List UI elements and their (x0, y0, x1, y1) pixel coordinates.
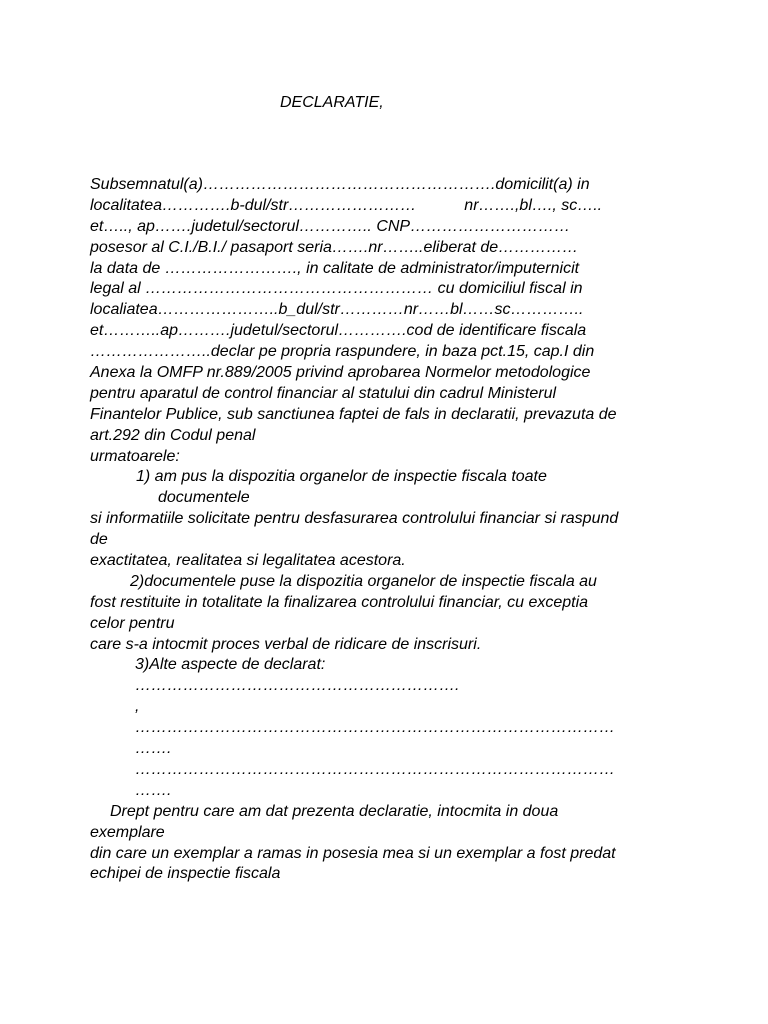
document-title: DECLARATIE, (280, 94, 384, 111)
text-line: fost restituite in totalitate la finalizarea controlului financiar, cu exceptia (90, 593, 589, 611)
text-segment: nr…….,bl…., sc….. (464, 196, 603, 214)
text-line: posesor al C.I./B.I./ pasaport seria…….nr……..eliberat de…………… (90, 238, 579, 256)
text-line: exemplare (90, 823, 165, 841)
text-line: si informatiile solicitate pentru desfasurarea controlului financiar si raspund (90, 510, 619, 528)
text-line: din care un exemplar a ramas in posesia mea si un exemplar a fost predat (90, 844, 616, 862)
text-line: urmatoarele: (90, 447, 180, 465)
dotted-fill-line: ……………………………………………………. (135, 677, 460, 695)
text-line: de (90, 531, 108, 549)
list-item-1-continuation: documentele (158, 489, 250, 507)
text-segment: localitatea………….b-dul/str…………………… (90, 196, 417, 214)
text-line: echipei de inspectie fiscala (90, 865, 281, 883)
dotted-fill-line: ……………………………………………………………………………… (135, 719, 615, 737)
text-line: exactitatea, realitatea si legalitatea acestora. (90, 552, 406, 570)
text-line: et….., ap…….judetul/sectorul………….. CNP………………………… (90, 217, 571, 235)
declaration-body (90, 175, 690, 885)
text-line: art.292 din Codul penal (90, 426, 256, 444)
list-item-2: 2)documentele puse la dispozitia organelor de inspectie fiscala au (130, 572, 597, 590)
dotted-fill-line: ……. (135, 781, 172, 799)
dotted-fill-line: ……………………………………………………………………………… (135, 760, 615, 778)
text-line: legal al ……………………………………………… cu domiciliul fiscal in (90, 280, 583, 298)
closing-line: Drept pentru care am dat prezenta declaratie, intocmita in doua (110, 802, 559, 820)
text-line (90, 196, 690, 217)
text-line: Finantelor Publice, sub sanctiunea faptei de fals in declaratii, prevazuta de (90, 405, 617, 423)
text-line: la data de ……………………., in calitate de administrator/imputernicit (90, 259, 580, 277)
text-line: Subsemnatul(a)……………………………………………….domicilit(a) in (90, 176, 590, 193)
list-item-3: 3)Alte aspecte de declarat: (135, 656, 326, 674)
dotted-fill-line: ……. (135, 740, 172, 758)
dotted-fill-line: , (135, 698, 140, 716)
list-item-1: 1) am pus la dispozitia organelor de inspectie fiscala toate (136, 468, 547, 486)
text-line: celor pentru (90, 614, 175, 632)
text-line: et………..ap……….judetul/sectorul………….cod de identificare fiscala (90, 322, 587, 340)
text-line: care s-a intocmit proces verbal de ridicare de inscrisuri. (90, 635, 482, 653)
text-line: …………………..declar pe propria raspundere, in baza pct.15, cap.I din (90, 343, 595, 361)
text-line: localiatea…………………..b_dul/str…………nr……bl……sc………….. (90, 301, 584, 319)
text-line: Anexa la OMFP nr.889/2005 privind aprobarea Normelor metodologice (90, 364, 591, 382)
text-line: pentru aparatul de control financiar al statului din cadrul Ministerul (90, 384, 557, 402)
